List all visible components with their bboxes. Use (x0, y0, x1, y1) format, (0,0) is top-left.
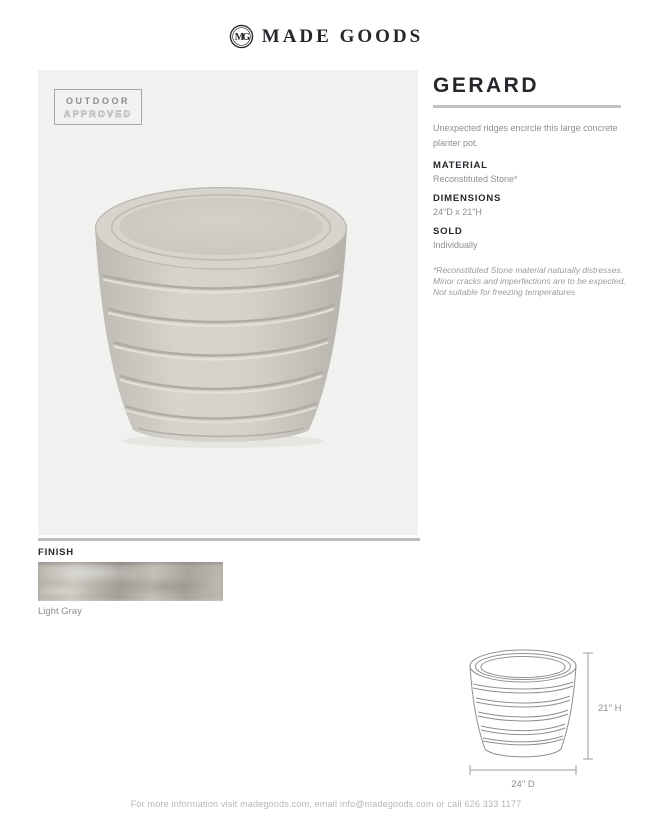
product-description (433, 121, 621, 151)
finish-divider (38, 538, 420, 541)
spec-value: Reconstituted Stone* (433, 174, 518, 184)
brand-monogram-letters: MG (234, 31, 249, 43)
contact-footer: For more information visit madegoods.com, email info@madegoods.com or call 626 333 1177 (130, 799, 522, 809)
pot-top-surface (120, 198, 323, 255)
badge-line2: APPROVED (64, 109, 133, 119)
brand-monogram-icon (229, 24, 254, 49)
footnote-line: Not suitable for freezing temperatures (433, 287, 576, 297)
spec-label: SOLD (433, 226, 463, 237)
finish-heading: FINISH (38, 547, 74, 558)
spec-label: MATERIAL (433, 160, 488, 171)
diameter-dimension-label: 24" D (511, 779, 535, 790)
product-details (433, 74, 626, 298)
description-line: planter pot. (433, 138, 479, 148)
material-footnote (433, 265, 626, 298)
spec-value: 24"D x 21"H (433, 207, 482, 217)
spec-value: Individually (433, 240, 478, 250)
spec-material (433, 160, 621, 184)
spec-sold (433, 226, 621, 250)
brand-header (0, 24, 652, 49)
footnote-line: Minor cracks and imperfections are to be expected. (433, 276, 626, 286)
title-divider (433, 105, 621, 108)
dimension-drawing-svg (455, 645, 622, 792)
finish-name: Light Gray (38, 606, 82, 617)
product-title: GERARD (433, 74, 540, 97)
pot-wireframe (470, 650, 576, 757)
brand-name: MADE GOODS (261, 25, 424, 47)
finish-swatch-light-gray (38, 562, 223, 601)
spec-dimensions (433, 193, 621, 217)
badge-line1: OUTDOOR (65, 96, 131, 106)
product-photo (93, 183, 349, 451)
height-dimension-label: 21" H (598, 703, 622, 714)
footnote-line: *Reconstituted Stone material naturally distresses. (433, 265, 623, 275)
description-line: Unexpected ridges encircle this large concrete (433, 123, 618, 133)
spec-label: DIMENSIONS (433, 193, 502, 204)
outdoor-approved-badge (54, 89, 142, 125)
product-photo-panel (38, 70, 418, 535)
dimension-drawing (455, 645, 622, 797)
